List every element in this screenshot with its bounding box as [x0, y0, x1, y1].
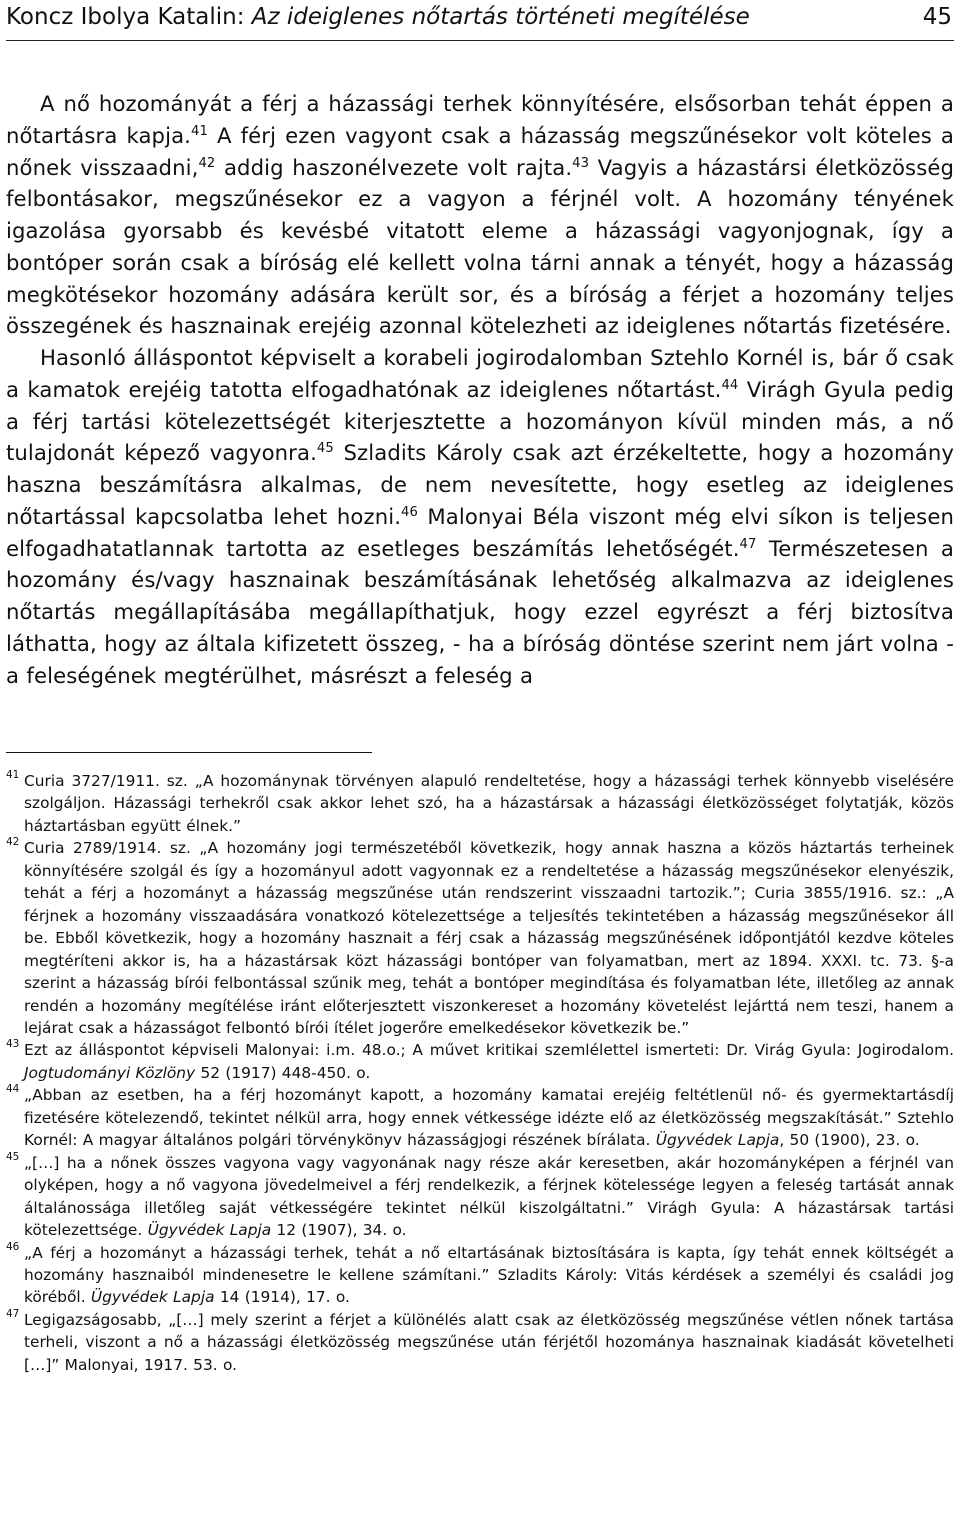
header-work-title: Az ideiglenes nőtartás történeti megítélése: [251, 4, 750, 30]
footnote-text-run: Ezt az álláspontot képviseli Malonyai: i.m. 48.o.; A művet kritikai szemlélettel ismerteti: Dr. Virág Gyula: Jogirodalom.: [24, 1041, 954, 1060]
running-header: [6, 0, 954, 41]
footnotes: [6, 770, 954, 1376]
footnote-number: 43: [6, 1038, 20, 1051]
footnote-text-run: 52 (1917) 448-450. o.: [195, 1063, 371, 1082]
footnote-number: 41: [6, 769, 20, 781]
footnote-ref: 41: [191, 123, 208, 139]
footnote-text-run: Curia 3727/1911. sz. „A hozománynak törvényen alapuló rendeltetése, hogy a házassági terhek könnyebb viselésére szolgáljon. Házassági terhekről csak akkor lehet szó, ha a házastársak a házassági életközösséget folytatják, közös háztartásban együtt élnek.”: [24, 772, 954, 835]
footnote-text-run: „Abban az esetben, ha a férj hozományt kapott, a hozomány kamatai erejéig feltétlenül nő- és gyermektartásdíj fizetésére kötelezendő, tekintet nélkül arra, hogy ennek vétkessége idézte elő az életközösség megszakítását.” Sztehlo Kornél: A magyar általános polgári törvénykönyv házasságjogi részének bírálata.: [24, 1086, 954, 1150]
paragraph-text: Természetesen a hozomány és/vagy hasznainak beszámításának lehetőség alkalmazva az ideiglenes nőtartás megállapításába megállapíthatjuk, hogy ezzel egyrészt a férj biztosítva láthatta, hogy az általa kifizetett összeg, - ha a bíróság döntése szerint nem járt volna - a feleségének megtérülhet, másrészt a feleség a: [6, 535, 955, 688]
footnote: [6, 1152, 954, 1242]
footnote: [6, 770, 954, 837]
footnote-text-run: Legigazságosabb, „[…] mely szerint a férjet a különélés alatt csak az életközösség megszűnése vétlen nőnek tartása terheli, viszont a nő a házassági életközösség megszűnése után férjétől hozománya hasznainak kiadását követelheti […]” Malonyai, 1917. 53. o.: [24, 1310, 954, 1374]
footnote-number: 45: [6, 1150, 20, 1163]
footnote-text-run: „[…] ha a nőnek összes vagyona vagy vagyonának nagy része akár keresetben, akár hozományképen a férjnél van olyképen, hogy a nő vagyona jövedelmeivel a férj rendelkezik, a férjnek kötelessége legyen a feleség tartását annak általánossága illetőleg saját vétkességére tekintet nélkül kiszolgáltatni.” Virágh Gyula: A házastársak tartási kötelezettsége.: [24, 1153, 954, 1240]
footnote-ref: 42: [198, 155, 216, 171]
paragraph-text: A nő hozományát a férj a házassági terhek könnyítésére, elsősorban tehát éppen a nőtartásra kapja.: [6, 91, 954, 148]
footnote-text: [24, 1084, 954, 1151]
footnote-ref: 47: [739, 536, 757, 552]
paragraph-text: addig haszonélvezete volt rajta.: [215, 154, 573, 180]
footnote-ref: 44: [721, 377, 739, 393]
footnote-text: [24, 1152, 954, 1242]
footnote-text-run: , 50 (1900), 23. o.: [779, 1131, 920, 1150]
footnote-number: 47: [6, 1307, 20, 1320]
footnote: [6, 1039, 954, 1084]
paragraph-text: Hasonló álláspontot képviselt a korabeli jogirodalomban Sztehlo Kornél is, bár ő csak a kamatok erejéig tatotta elfogadhatónak az ideiglenes nőtartást.: [6, 345, 954, 402]
footnote-text-run: 12 (1907), 34. o.: [271, 1221, 407, 1240]
footnote-source-title: Ügyvédek Lapja: [90, 1288, 215, 1307]
paragraph-text: Vagyis a házastársi életközösség felbontásakor, megszűnésekor ez a vagyon a férjnél volt. A hozomány tényének igazolása gyorsabb és kevésbé vitatott eleme a házassági vagyonjognak, így a bontóper során csak a bíróság elé kellett volna tárni annak a tényét, hogy a házasság megkötésekor hozomány adására került sor, és a bíróság a férjet a hozomány teljes összegének és hasznainak erejéig azonnal kötelezheti az ideiglenes nőtartás fizetésére.: [6, 154, 955, 339]
page-number: 45: [922, 4, 952, 30]
footnote: [6, 1242, 954, 1309]
footnote-source-title: Ügyvédek Lapja: [147, 1221, 272, 1240]
footnote-text-run: 14 (1914), 17. o.: [214, 1288, 350, 1307]
paragraph: [6, 342, 954, 691]
footnote-text: [24, 837, 954, 1039]
main-text: [6, 88, 954, 691]
footnote-text: [24, 1242, 954, 1309]
footnote-text-run: „A férj a hozományt a házassági terhek, tehát a nő eltartásának biztosítására is kapta, így tehát ennek költségét a hozomány hasznaiból mindenesetre le kellene számítani.” Szladits Károly: Vitás kérdések a személyi és családi jog köréből.: [24, 1243, 954, 1307]
footnote: [6, 1084, 954, 1151]
footnote-number: 42: [6, 836, 20, 849]
footnote-separator: [6, 752, 372, 753]
footnote-text-run: Curia 2789/1914. sz. „A hozomány jogi természetéből következik, hogy annak haszna a közös háztartás terheinek könnyítésére szolgál és így a hozományul adott vagyonnak ez a rendeltetése a házasság megszűnésekor elenyészik, tehát a férj a hozományt a házasság megszűnése után rendszerint visszaadni tartozik.”; Curia 3855/1916. sz.: „A férjnek a hozomány visszaadására vonatkozó kötelezettsége a teljesítés tekintetében a házasság megszűnésekor áll be. Ebből következik, hogy a hozomány hasznait a férj csak a házasság megszűnésének időpontjától kezdve köteles megtéríteni akkor is, ha a házastársak közt házassági bontóper van folyamatban, mert az 1894. XXXI. tc. 73. §-a szerint a házasság bírói felbontással szűnik meg, tehát a bontóper megindítása és folyamatban léte, illetőleg az annak rendén a hozomány megítélése iránt előterjesztett viszonkereset a hozomány követelést lejárttá nem teszi, hanem a lejárat csak a házasságot felbontó bírói ítélet jogerőre emelkedésekor következik be.”: [24, 839, 954, 1037]
footnote-ref: 46: [401, 504, 418, 520]
paragraph-text: Szladits Károly csak azt érzékeltette, hogy a hozomány haszna beszámításra alkalmas, de nem nevesítette, hogy esetleg az ideiglenes nőtartással kapcsolatba lehet hozni.: [6, 440, 954, 529]
footnote-source-title: Jogtudományi Közlöny: [24, 1063, 196, 1082]
paragraph-text: A férj ezen vagyont csak a házasság megszűnésekor volt köteles a nőnek visszaadni,: [6, 122, 954, 180]
footnote-number: 44: [6, 1083, 20, 1096]
footnote-text: [24, 770, 954, 837]
paragraph-text: Malonyai Béla viszont még elvi síkon is teljesen elfogadhatatlannak tartotta az esetleges beszámítás lehetőségét.: [6, 503, 954, 561]
header-author: Koncz Ibolya Katalin:: [6, 4, 252, 30]
paragraph: [6, 88, 954, 342]
footnote-text: [24, 1309, 954, 1376]
footnote-ref: 45: [316, 441, 334, 457]
footnote: [6, 837, 954, 1039]
paragraph-text: Virágh Gyula pedig a férj tartási kötelezettségét kiterjesztette a hozományon kívül minden más, a nő tulajdonát képező vagyonra.: [6, 376, 954, 466]
footnote-text: [24, 1039, 954, 1084]
footnote-source-title: Ügyvédek Lapja: [655, 1131, 780, 1150]
footnote-ref: 43: [572, 155, 590, 171]
footnote-number: 46: [6, 1240, 20, 1253]
footnote: [6, 1309, 954, 1376]
